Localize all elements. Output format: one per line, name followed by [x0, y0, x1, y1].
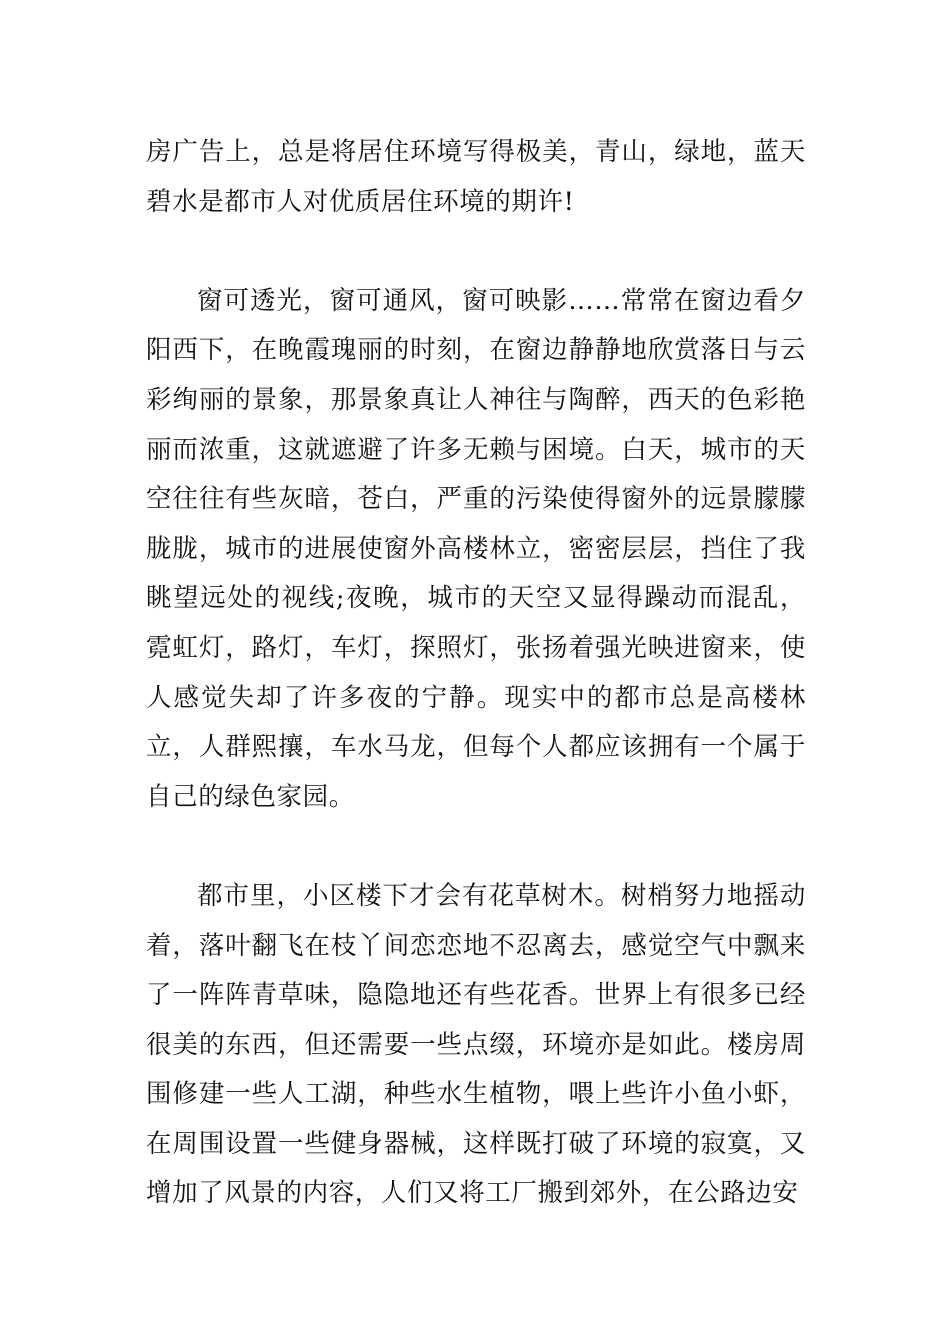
- paragraph-3: 都市里，小区楼下才会有花草树木。树梢努力地摇动着，落叶翻飞在枝丫间恋恋地不忍离去，感觉空气中飘来了一阵阵青草味，隐隐地还有些花香。世界上有很多已经很美的东西，但还需要一些点缀，环境亦是如此。楼房周围修建一些人工湖，种些水生植物，喂上些许小鱼小虾，在周围设置一些健身器械，这样既打破了环境的寂寞，又增加了风景的内容，人们又将工厂搬到郊外，在公路边安: [146, 880, 806, 1209]
- document-page: [146, 128, 806, 1219]
- paragraph-1: 房广告上，总是将居住环境写得极美，青山，绿地，蓝天碧水是都市人对优质居住环境的期许!: [146, 137, 806, 217]
- paragraph-2: 窗可透光，窗可通风，窗可映影……常常在窗边看夕阳西下，在晚霞瑰丽的时刻，在窗边静静地欣赏落日与云彩绚丽的景象，那景象真让人神往与陶醉，西天的色彩艳丽而浓重，这就遮避了许多无赖与困境。白天，城市的天空往往有些灰暗，苍白，严重的污染使得窗外的远景朦朦胧胧，城市的进展使窗外高楼林立，密密层层，挡住了我眺望远处的视线;夜晚，城市的天空又显得躁动而混乱，霓虹灯，路灯，车灯，探照灯，张扬着强光映进窗来，使人感觉失却了许多夜的宁静。现实中的都市总是高楼林立，人群熙攘，车水马龙，但每个人都应该拥有一个属于自己的绿色家园。: [146, 285, 806, 812]
